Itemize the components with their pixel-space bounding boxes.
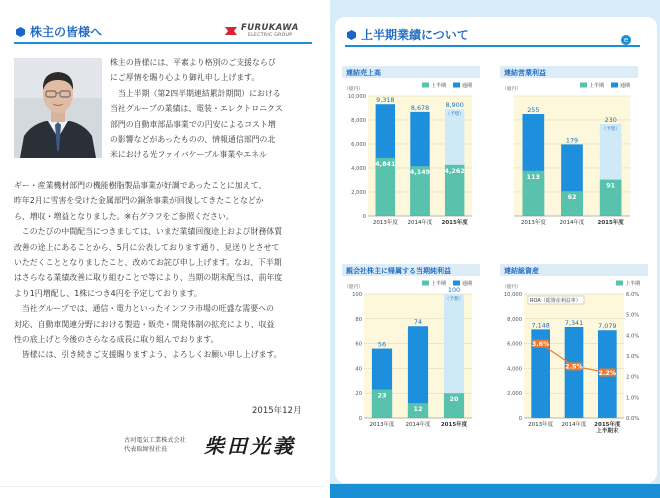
left-page [0,0,325,498]
chart-unit: （億円） [344,87,364,92]
hexagon-bullet-icon [347,30,356,40]
y-tick-label: 0 [358,416,362,422]
text-line: 部門の自動車部品事業での円安によるコスト増 [110,119,276,129]
letter-date: 2015年12月 [252,406,302,416]
company-logo [224,23,310,41]
president-portrait [14,58,102,158]
y-tick-label: 0 [362,214,366,220]
text-line: より1円増配し、1株につき4円を予定しております。 [14,288,202,298]
bar-full-year-label: 7,148 [531,321,550,330]
text-line: 対応、自動車関連分野における製造・販売・開発体制の拡充により、収益 [14,319,275,329]
x-category-label: 2013年度 [372,220,398,226]
legend-swatch [616,281,623,286]
y-tick-label: 40 [355,366,362,373]
bar-half-year-label: 62 [567,193,577,202]
signature-name: 柴田光義 [204,434,296,458]
text-line: 当社グループでは、通信・電力といったインフラ市場の旺盛な需要への [14,304,274,314]
chart-title: 連結売上高 [346,69,381,77]
text-line: このたびの中間配当につきましては、いまだ業績回復途上および財務体質 [14,227,283,237]
y-tick-label: 6,000 [507,341,522,348]
y-tick-label: 4,000 [507,366,522,373]
signature-position: 代表取締役社長 [124,445,168,453]
y2-tick-label: 0.0% [626,416,640,422]
y-tick-label: 10,000 [503,292,522,298]
y-tick-label: 60 [355,341,362,348]
left-page-header [14,22,312,44]
roa-label: 2.5% [565,362,583,371]
text-line: 改善の途上にあることから、5月に公表しております通り、見送りとさせて [14,242,280,252]
x-category-label: 2015年度 [440,422,468,428]
legend-swatch [422,83,429,88]
roa-label: 2.2% [598,368,617,377]
x-category-label: 2014年度 [405,422,431,428]
roa-label: 3.6% [531,339,550,348]
legend-swatch [453,83,460,88]
text-line: いただくこととなりましたこと、改めてお詫び申し上げます。なお、下半期 [14,258,282,268]
y-tick-label: 4,000 [351,166,366,172]
y-tick-label: 2,000 [351,190,366,196]
greeting-paragraph-top [110,55,310,163]
x-category-label: 2014年度 [561,422,587,428]
left-page-footer [0,486,325,498]
chart-operating-income-svg [500,66,638,228]
forecast-note: （予想） [601,127,620,132]
y-tick-label: 6,000 [351,142,366,148]
roa-legend-label: ROA（総資産利益率） [530,298,581,304]
right-page-header [345,25,640,47]
x-category-label: 2015年度 [594,422,621,428]
x-category-label: 2014年度 [559,220,585,226]
logo-name: FURUKAWA [241,23,299,33]
chart-title: 連結営業利益 [504,69,546,77]
x-category-label: 2015年度 [597,220,624,226]
text-line: にご厚情を賜り心より御礼申し上げます。 [110,73,260,83]
text-line: 株主の皆様には、平素より格別のご支援ならび [110,58,276,67]
bar-full-year-label: 7,341 [564,318,584,327]
bar-full-year-label: 8,678 [410,103,430,112]
x-category-label: 2013年度 [528,422,554,428]
forecast-note: （予想） [445,112,464,118]
text-line: 昨年2月に雪害を受けた金属部門の銅条事業が回復してきたことなどか [14,196,264,206]
bar-full-year-label: 230 [604,116,617,124]
chart-unit: （億円） [502,87,522,92]
bar-full-year-label: 8,900 [445,101,464,110]
legend-swatch [611,83,618,88]
bar-half-year-label: 113 [526,172,541,181]
portrait-illustration [14,58,102,158]
left-page-title: 株主の皆様へ [30,25,103,39]
chart-title: 親会社株主に帰属する当期純利益 [346,267,451,275]
y-tick-label: 2,000 [507,391,522,398]
chart-unit: （億円） [344,285,364,290]
bar-half-year-label: 4,149 [409,168,431,177]
legend-label: 上半期 [431,83,447,89]
furukawa-mark-icon [224,24,238,38]
legend-label: 上半期 [431,281,447,287]
legend-label: 通期 [620,83,631,89]
text-line: 当上半期（第2四半期連結累計期間）における [110,88,281,98]
bar-full-year-label: 56 [377,340,387,349]
y-tick-label: 10,000 [347,94,366,100]
legend-swatch [580,83,587,88]
y2-tick-label: 2.0% [626,374,640,381]
bar-full-year-label: 255 [527,106,540,114]
text-line: はさらなる業績改善に取り組むことで等により、当期の期末配当は、前年度 [14,273,283,283]
chart-total-assets [500,264,648,436]
legend-label: 上半期 [625,281,641,287]
text-line: ら、増収・増益となりました。※右グラフをご参照ください。 [14,211,234,221]
x-category-label: 2013年度 [520,220,546,226]
bar-half-year-label: 4,262 [444,166,465,175]
right-page-bottom-band [330,484,660,498]
legend-label: 通期 [462,83,473,89]
hexagon-bullet-icon [16,27,25,37]
greeting-paragraph-main [14,178,314,363]
bar-half-year-label: 20 [449,395,459,404]
legend-swatch [453,281,460,286]
chart-net-income-svg [342,264,480,436]
logo-subtitle: ELECTRIC GROUP [248,33,293,38]
text-line: 皆様には、引き続きご支援賜りますよう、よろしくお願い申し上げます。 [14,350,282,360]
bar-full-year-label: 179 [565,136,579,145]
x-category-label: 2013年度 [369,422,395,428]
y-tick-label: 0 [518,416,522,422]
y-tick-label: 8,000 [507,316,522,323]
y2-tick-label: 3.0% [626,354,640,360]
forecast-note: （予想） [444,297,464,302]
legend-label: 通期 [462,281,473,287]
y-tick-label: 8,000 [351,118,366,124]
text-line: 当社グループの業績は、電装・エレクトロニクス [110,104,283,114]
signature-company: 古河電気工業株式会社 [124,437,186,444]
x-category-label: 上半期末 [596,428,619,435]
x-category-label: 2015年度 [441,220,468,226]
right-page [330,0,660,498]
bar-half-year-label: 91 [606,181,616,190]
right-page-title: 上半期業績について [361,28,469,42]
legend-swatch [422,281,429,286]
y2-tick-label: 6.0% [626,292,640,298]
text-line: の影響などがあったものの、情報通信部門の北 [110,135,276,145]
y2-tick-label: 5.0% [626,312,640,319]
text-line: ギー・産業機材部門の機能樹脂製品事業が好調であったことに加えて、 [14,181,267,190]
bar-full-year [565,327,584,418]
y-tick-label: 100 [352,292,362,298]
x-category-label: 2014年度 [407,220,433,226]
chart-net-income [342,264,480,436]
bar-half-year-label: 4,841 [375,159,396,168]
chart-title: 連結総資産 [504,267,539,275]
bar-half-year-label: 23 [377,391,387,400]
bar-half-year-label: 12 [413,405,423,414]
corner-mark-icon: e [621,35,631,45]
bar-full-year-label: 74 [413,318,423,327]
text-line: 米における光ファイバケーブル事業やエネル [110,150,267,160]
legend-label: 上半期 [589,83,605,89]
y-tick-label: 80 [355,316,362,323]
bar-full-year-label: 7,079 [598,322,617,331]
y-tick-label: 20 [355,391,362,398]
text-line: 性の底上げと今後のさらなる成長に取り組んでおります。 [14,335,219,345]
y2-tick-label: 4.0% [626,333,640,340]
chart-unit: （億円） [502,285,522,290]
chart-total-assets-svg [500,264,648,436]
chart-sales [342,66,480,228]
chart-sales-svg [342,66,480,228]
bar-full-year-label: 9,318 [376,96,395,105]
chart-operating-income [500,66,638,228]
y2-tick-label: 1.0% [626,395,640,402]
signature-block [124,437,186,454]
bar-full-year-label: 100 [447,286,461,294]
